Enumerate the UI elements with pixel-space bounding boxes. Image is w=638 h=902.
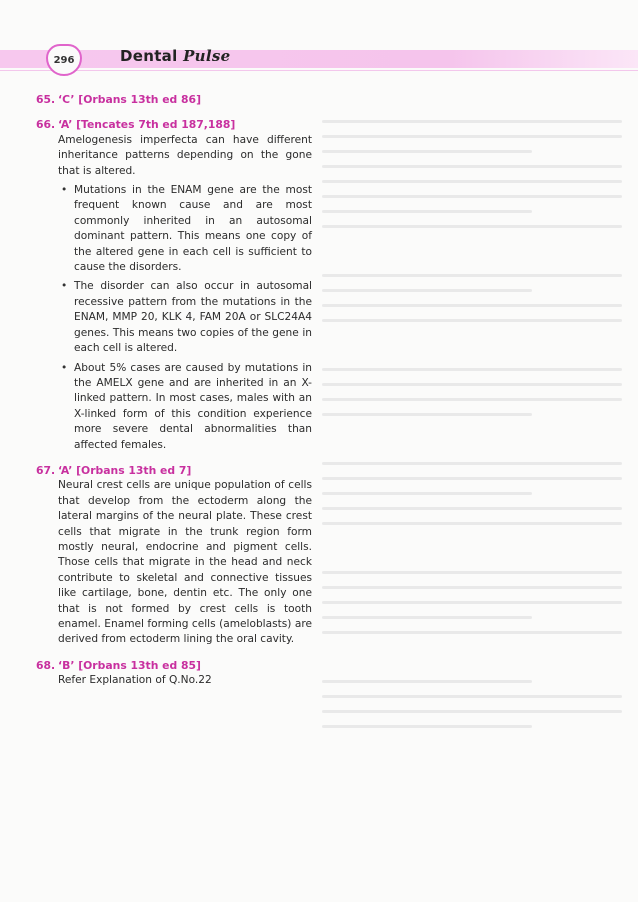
answer-key: ‘A’ [Orbans 13th ed 7]	[58, 463, 192, 477]
header-rule	[0, 70, 638, 71]
book-title-script: Pulse	[183, 47, 231, 65]
answer-key: ‘C’ [Orbans 13th ed 86]	[58, 93, 202, 106]
answer-65	[36, 92, 312, 107]
bullet-item: • Mutations in the ENAM gene are the most frequent known cause and are most commonly inherited in an autosomal dominant pattern. This means one copy of the altered gene in each cell is sufficient to cause the disorders.	[58, 183, 312, 275]
answer-number: 65.	[36, 93, 56, 106]
answer-explanation: Neural crest cells are unique population of cells that develop from the ectoderm along the lateral margins of the neural plate. These crest cells that migrate in the trunk region form mostly neural, endocrine and pigment cells. Those cells that migrate in the head and neck contribute to skeletal and connective tissues like cartilage, bone, dentin etc. The only one that is not formed by crest cells is tooth enamel. Enamel forming cells (ameloblasts) are derived from ectoderm lining the oral cavity.	[58, 479, 312, 646]
answer-66	[36, 117, 312, 453]
page-header	[0, 44, 638, 74]
answer-number: 67.	[36, 463, 56, 477]
answer-68	[36, 658, 312, 689]
bullet-item: • The disorder can also occur in autosomal recessive pattern from the mutations in the ENAM, MMP 20, KLK 4, FAM 20A or SLC24A4 genes. This means two copies of the gene in each cell is altered.	[58, 279, 312, 356]
header-band	[0, 50, 638, 68]
answer-explanation: Amelogenesis imperfecta can have different inheritance patterns depending on the gone that is altered.	[58, 133, 312, 177]
page-number: 296	[53, 54, 75, 66]
book-title-prefix: Dental	[120, 47, 178, 65]
answer-key: ‘A’ [Tencates 7th ed 187,188]	[58, 118, 236, 132]
page-number-badge	[46, 44, 82, 76]
bullet-item: • About 5% cases are caused by mutations in the AMELX gene and are inherited in an X-linked pattern. In most cases, males with an X-linked form of this condition experience more severe dental abnormalities than affected females.	[58, 361, 312, 453]
answer-number: 68.	[36, 658, 56, 672]
bleed-through-text	[322, 120, 622, 740]
bullet-list	[58, 183, 312, 453]
answer-number: 66.	[36, 118, 56, 132]
answer-explanation: Refer Explanation of Q.No.22	[58, 674, 212, 687]
book-title	[120, 47, 230, 65]
answer-key: ‘B’ [Orbans 13th ed 85]	[58, 658, 201, 672]
answer-67	[36, 463, 312, 648]
answer-column	[36, 92, 312, 699]
